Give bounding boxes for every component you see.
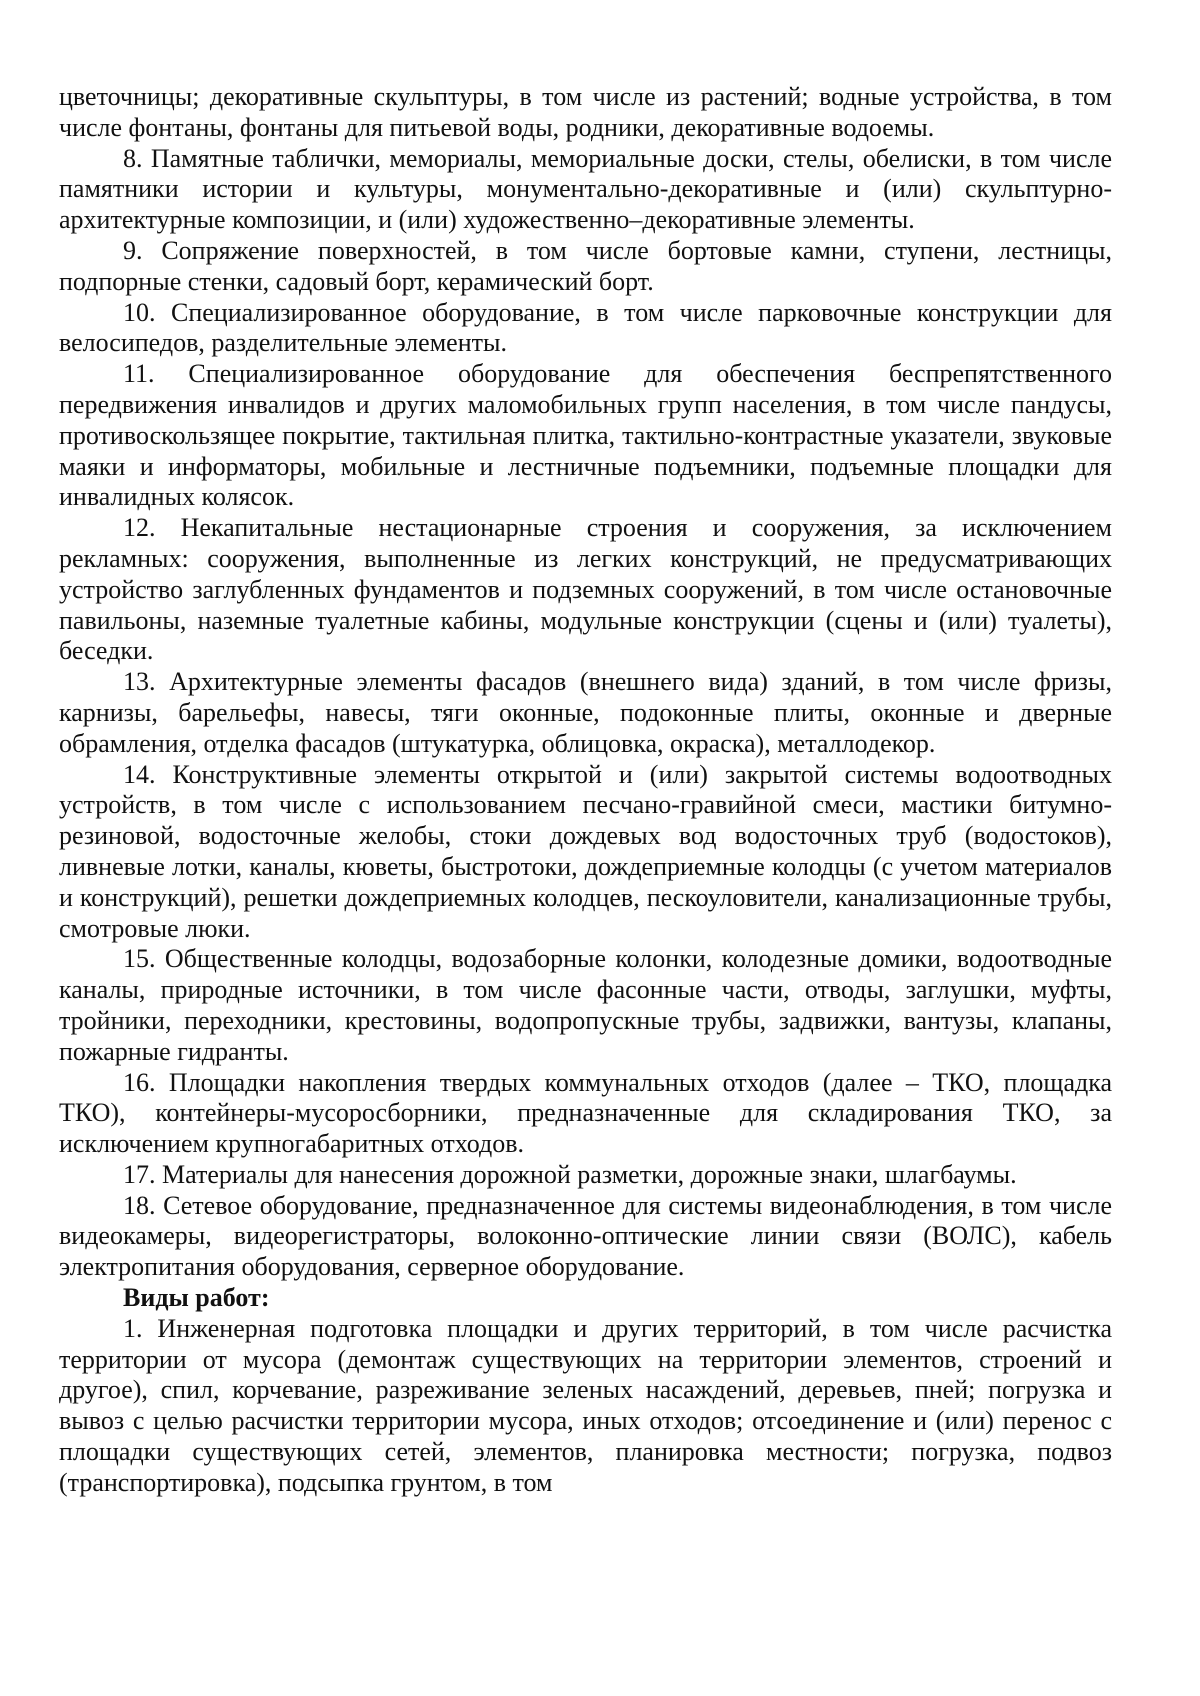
paragraph-item-9: 9. Сопряжение поверхностей, в том числе бортовые камни, ступени, лестницы, подпорные стенки, садовый борт, керамический борт. [59,235,1112,296]
paragraph-works-item-1: 1. Инженерная подготовка площадки и других территорий, в том числе расчистка территории от мусора (демонтаж существующих на территории элементов, строений и другое), спил, корчевание, разреживание зеленых насаждений, деревьев, пней; погрузка и вывоз с целью расчистки территории мусора, иных отходов; отсоединение и (или) перенос с площадки существующих сетей, элементов, планировка местности; погрузка, подвоз (транспортировка), подсыпка грунтом, в том [59,1313,1112,1497]
paragraph-item-11: 11. Специализированное оборудование для обеспечения беспрепятственного передвижения инвалидов и других маломобильных групп населения, в том числе пандусы, противоскользящее покрытие, тактильная плитка, тактильно-контрастные указатели, звуковые маяки и информаторы, мобильные и лестничные подъемники, подъемные площадки для инвалидных колясок. [59,359,1112,512]
paragraph-item-14: 14. Конструктивные элементы открытой и (или) закрытой системы водоотводных устройств, в том числе с использованием песчано-гравийной смеси, мастики битумно-резиновой, водосточные желобы, стоки дождевых вод водосточных труб (водостоков), ливневые лотки, каналы, кюветы, быстротоки, дождеприемные колодцы (с учетом материалов и конструкций), решетки дождеприемных колодцев, пескоуловители, канализационные трубы, смотровые люки. [59,759,1112,943]
paragraph-continuation: цветочницы; декоративные скульптуры, в том числе из растений; водные устройства, в том числе фонтаны, фонтаны для питьевой воды, родники, декоративные водоемы. [59,82,1112,142]
paragraph-item-16: 16. Площадки накопления твердых коммунальных отходов (далее – ТКО, площадка ТКО), контейнеры-мусоросборники, предназначенные для складирования ТКО, за исключением крупногабаритных отходов. [59,1067,1112,1159]
paragraph-item-13: 13. Архитектурные элементы фасадов (внешнего вида) зданий, в том числе фризы, карнизы, барельефы, навесы, тяги оконные, подоконные плиты, оконные и дверные обрамления, отделка фасадов (штукатурка, облицовка, окраска), металлодекор. [59,667,1112,758]
paragraph-item-15: 15. Общественные колодцы, водозаборные колонки, колодезные домики, водоотводные каналы, природные источники, в том числе фасонные части, отводы, заглушки, муфты, тройники, переходники, крестовины, водопропускные трубы, задвижки, вантузы, клапаны, пожарные гидранты. [59,944,1112,1066]
paragraph-item-18: 18. Сетевое оборудование, предназначенное для системы видеонаблюдения, в том числе видеокамеры, видеорегистраторы, волоконно-оптические линии связи (ВОЛС), кабель электропитания оборудования, серверное оборудование. [59,1190,1112,1282]
paragraph-item-8: 8. Памятные таблички, мемориалы, мемориальные доски, стелы, обелиски, в том числе памятники истории и культуры, монументально-декоративные и (или) скульптурно-архитектурные композиции, и (или) художественно–декоративные элементы. [59,143,1112,235]
section-heading: Виды работ: [123,1283,270,1313]
paragraph-item-17: 17. Материалы для нанесения дорожной разметки, дорожные знаки, шлагбаумы. [123,1159,1017,1189]
paragraph-item-10: 10. Специализированное оборудование, в том числе парковочные конструкции для велосипедов, разделительные элементы. [59,297,1112,358]
paragraph-item-12: 12. Некапитальные нестационарные строения и сооружения, за исключением рекламных: сооружения, выполненные из легких конструкций, не предусматривающих устройство заглубленных фундаментов и подземных сооружений, в том числе остановочные павильоны, наземные туалетные кабины, модульные конструкции (сцены и (или) туалеты), беседки. [59,513,1112,666]
